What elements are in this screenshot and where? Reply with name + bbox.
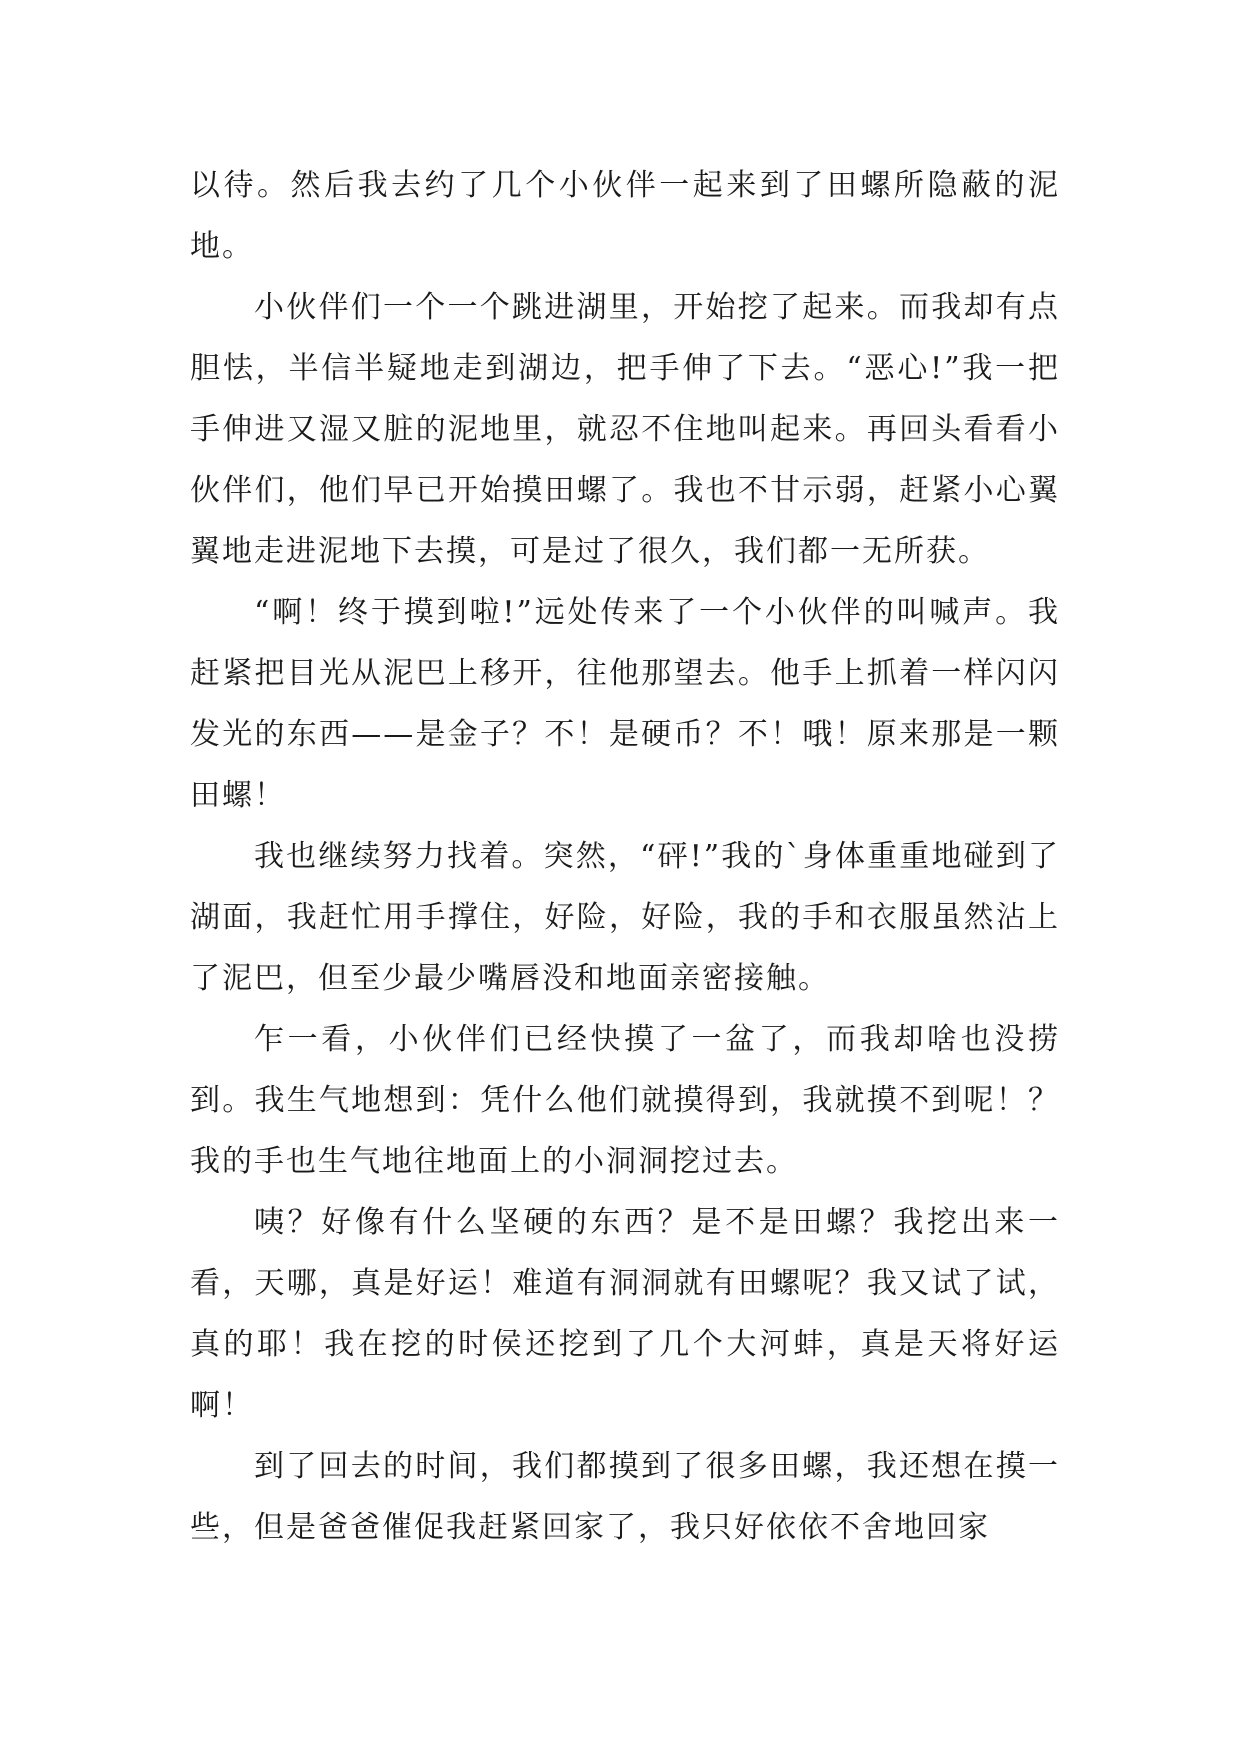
paragraph-1: 以待。然后我去约了几个小伙伴一起来到了田螺所隐蔽的泥地。 <box>190 168 1060 264</box>
paragraph-4: 我也继续努力找着。突然，“砰!”我的`身体重重地碰到了湖面，我赶忙用手撑住，好险，好险，我的手和衣服虽然沾上了泥巴，但至少最少嘴唇没和地面亲密接触。 <box>190 839 1060 996</box>
document-body <box>190 155 1060 1558</box>
paragraph-5: 乍一看，小伙伴们已经快摸了一盆了，而我却啥也没捞到。我生气地想到：凭什么他们就摸得到，我就摸不到呢！？我的手也生气地往地面上的小洞洞挖过去。 <box>190 1022 1060 1179</box>
paragraph-2: 小伙伴们一个一个跳进湖里，开始挖了起来。而我却有点胆怯，半信半疑地走到湖边，把手伸了下去。“恶心!”我一把手伸进又湿又脏的泥地里，就忍不住地叫起来。再回头看看小伙伴们，他们早已开始摸田螺了。我也不甘示弱，赶紧小心翼翼地走进泥地下去摸，可是过了很久，我们都一无所获。 <box>190 290 1060 569</box>
paragraph-6: 咦？好像有什么坚硬的东西？是不是田螺？我挖出来一看，天哪，真是好运！难道有洞洞就有田螺呢？我又试了试，真的耶！我在挖的时侯还挖到了几个大河蚌，真是天将好运啊！ <box>190 1205 1060 1423</box>
paragraph-3: “啊！终于摸到啦!”远处传来了一个小伙伴的叫喊声。我赶紧把目光从泥巴上移开，往他那望去。他手上抓着一样闪闪发光的东西——是金子？不！是硬币？不！哦！原来那是一颗田螺！ <box>190 595 1060 813</box>
paragraph-7: 到了回去的时间，我们都摸到了很多田螺，我还想在摸一些，但是爸爸催促我赶紧回家了，我只好依依不舍地回家 <box>190 1449 1060 1545</box>
